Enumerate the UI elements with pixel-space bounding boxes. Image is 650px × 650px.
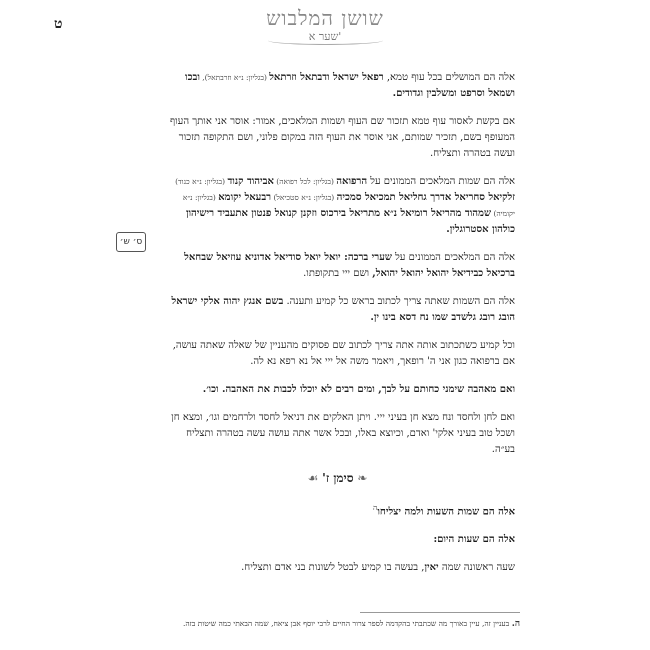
paragraph-5 [160, 294, 515, 326]
paragraph-4 [160, 250, 515, 282]
footnote [150, 618, 520, 630]
running-header-subtitle: שער א' [308, 30, 342, 43]
footnote-ref: ה [373, 503, 378, 512]
paragraph-7 [160, 382, 515, 398]
bold-run: ובכו ושמאל וסרפט ומשלבין וגדודים. [185, 72, 515, 99]
main-text [160, 70, 515, 588]
bold-run: אלה הם שמות השעות ולמה יצליחו [377, 506, 515, 518]
section-line-1 [160, 500, 515, 520]
text-run: אלה הם המושלים בכל עוף טמא, [383, 72, 515, 83]
paragraph-2: אם בקשת לאסור עוף טמא תזכור שם העוף ושמות המלאכים, אמור: אוסר אני אותך העוף המעופף בשם, תזכיר שמותם, אני אוסר את העוף הזה במקום פלוני, ושם התקופה תזכור ועשה בטהרה ותצליח. [169, 116, 515, 159]
margin-note: (בגליון: לכל רפואה) [273, 177, 337, 186]
section-heading-text: סימן ז' [322, 471, 354, 485]
bold-run: יאין [424, 562, 439, 574]
paragraph-1 [160, 70, 515, 102]
bold-run: הרפואה [336, 176, 368, 187]
bold-run: רבעאל יקומא [218, 192, 272, 203]
bold-run: בשם אנגץ יהוה אלקי ישראל הובג רובג גלשדב שמו נח דסא בינו ין. [171, 296, 515, 323]
margin-note: (בגליון: נ״א סטכיאל) [271, 193, 337, 202]
margin-note: (בגליון: נ״א וזרבתאל), [199, 73, 270, 82]
ornament-icon: ☙ [307, 471, 323, 485]
text-run: אלה הם המלאכים הממונים על [391, 252, 515, 263]
footnote-divider [360, 612, 520, 613]
text-run: שעה ראשונה שמה [438, 562, 515, 574]
text-run: אלה הם השמות שאתה צריך לכתוב בראש כל קמיע ותענה. [283, 296, 515, 307]
section-line-2 [160, 532, 515, 548]
bold-run: שמהוד מהריאל רומיאל נ״א מתריאל בירכוס וזקנן קנואל פנטון אתעביד רישיהון כולהון אסטרוגלין. [185, 208, 515, 235]
text-run: אלה הם שמות המלאכים הממונים על [367, 176, 515, 187]
running-header-title: שושן המלבוש [266, 6, 384, 30]
header-ornament [268, 36, 383, 45]
bold-run: אביהוד קנוד [227, 176, 274, 187]
text-run: ושם ייי בתקופתו. [303, 268, 373, 279]
book-icon: ס׳ ש׳ [116, 232, 146, 252]
footnote-marker: ה. [511, 619, 520, 629]
margin-note: (בגליון: נ״א כנוד) [175, 177, 228, 186]
page-number: ט [54, 16, 63, 32]
footnote-text: בעניין זה, עיין באורך מה שכתבתי בהקדמה לספר צרור החיים לרבי יוסף אבן ציאח, שמה הבאתי כמה שיטות בזה. [182, 619, 510, 628]
paragraph-6: וכל קמיע כשתכתוב אותה אתה צריך לכתוב שם פסוקים מהעניין של שאלה שאתה עושה, אם ברפואה כגון אני ה' רופאך, ויאמר משה אל ייי אל נא רפא נא לה. [172, 340, 515, 367]
paragraph-3 [160, 174, 515, 238]
bold-run: ואם מאהבה שימני כחותם על לבך, ומים רבים לא יוכלו לכבות את האהבה. וכו׳. [202, 384, 515, 395]
bold-run: שערי ברכה: יואל יואל סודיאל אדוניא עוזיאל שבחאל ברכיאל כבידיאל יהואל יהואל יהואל, [184, 252, 515, 279]
section-heading [160, 470, 515, 486]
ornament-icon: ❧ [353, 471, 368, 485]
paragraph-8: ואם לחן ולחסד ונח מצא חן בעיני ייי. ויתן האלקים את דניאל לחסד ולרחמים וגו׳, ומצא חן ושכל טוב בעיני אלקי' ואדם, וכיוצא באלו, ובכל אשר אתה עושה עשה בטהרה ותצליח בע״ה. [171, 412, 515, 455]
bold-run: רפאל ישראל ודבתאל וזרתאל [269, 72, 384, 83]
margin-note: (בגליון: נ״א יקומיה) [182, 193, 515, 218]
bold-run: זלקיאל סחריאל אדרך גחליאל תמכיאל סמכיה [336, 192, 515, 203]
text-run: , בעשה בו קמיע לבטל לשונות בני אדם ותצליח. [241, 562, 425, 574]
section-line-3 [160, 560, 515, 576]
bold-run: אלה הם שעות היום: [433, 534, 515, 546]
